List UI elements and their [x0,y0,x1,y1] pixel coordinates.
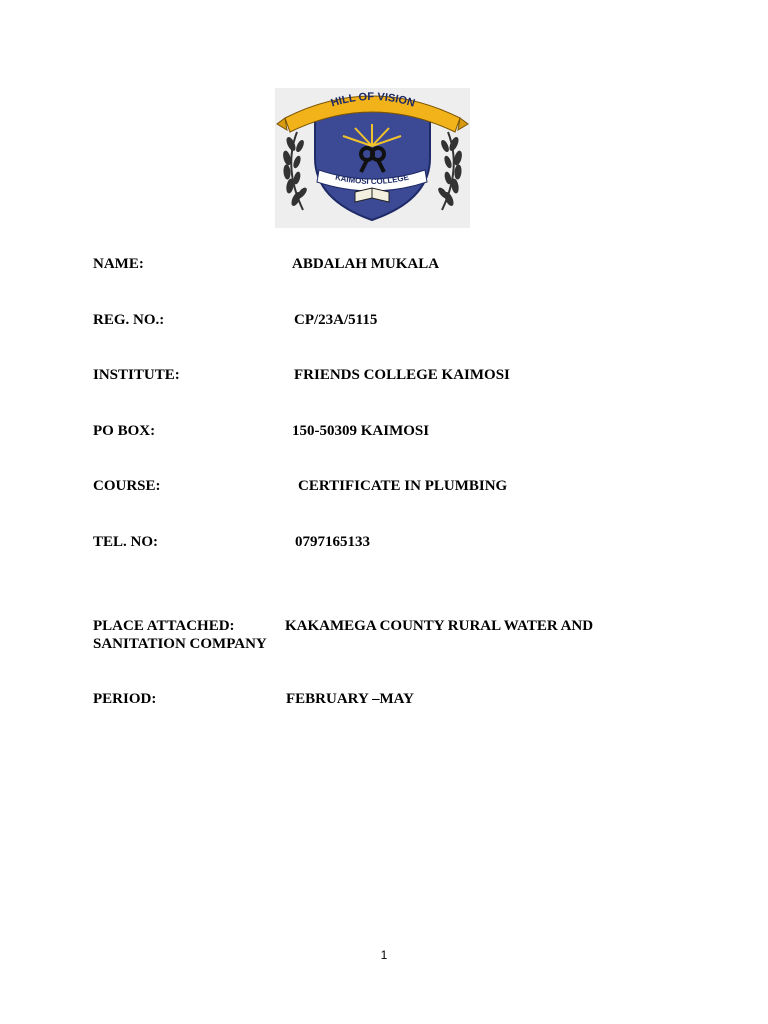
reg-no-row [93,311,378,329]
po-box-row [93,422,430,440]
reg-no-value: CP/23A/5115 [294,312,378,328]
po-box-value: 150-50309 KAIMOSI [292,423,430,439]
page-number: 1 [380,948,388,962]
name-value: ABDALAH MUKALA [292,256,440,272]
period-value: FEBRUARY –MAY [286,691,414,707]
crest-college-text: KAIMOSI COLLEGE [334,172,410,187]
tel-no-label: TEL. NO: [93,534,159,550]
course-row [93,477,508,495]
name-row [93,255,440,273]
place-attached-row [93,617,653,653]
period-label: PERIOD: [93,691,157,707]
college-crest-logo [275,88,470,228]
institute-value: FRIENDS COLLEGE KAIMOSI [294,367,510,383]
institute-label: INSTITUTE: [93,367,180,383]
po-box-label: PO BOX: [93,423,156,439]
name-label: NAME: [93,256,144,272]
institute-row [93,366,510,384]
tel-no-value: 0797165133 [295,534,370,550]
place-attached-value: KAKAMEGA COUNTY RURAL WATER AND SANITATION COMPANY [93,618,594,652]
period-row [93,690,414,708]
course-label: COURSE: [93,478,161,494]
reg-no-label: REG. NO.: [93,312,165,328]
place-attached-label: PLACE ATTACHED: [93,618,235,634]
crest-motto-text: HILL OF VISION [329,90,417,110]
course-value: CERTIFICATE IN PLUMBING [298,478,508,494]
tel-no-row [93,533,370,551]
